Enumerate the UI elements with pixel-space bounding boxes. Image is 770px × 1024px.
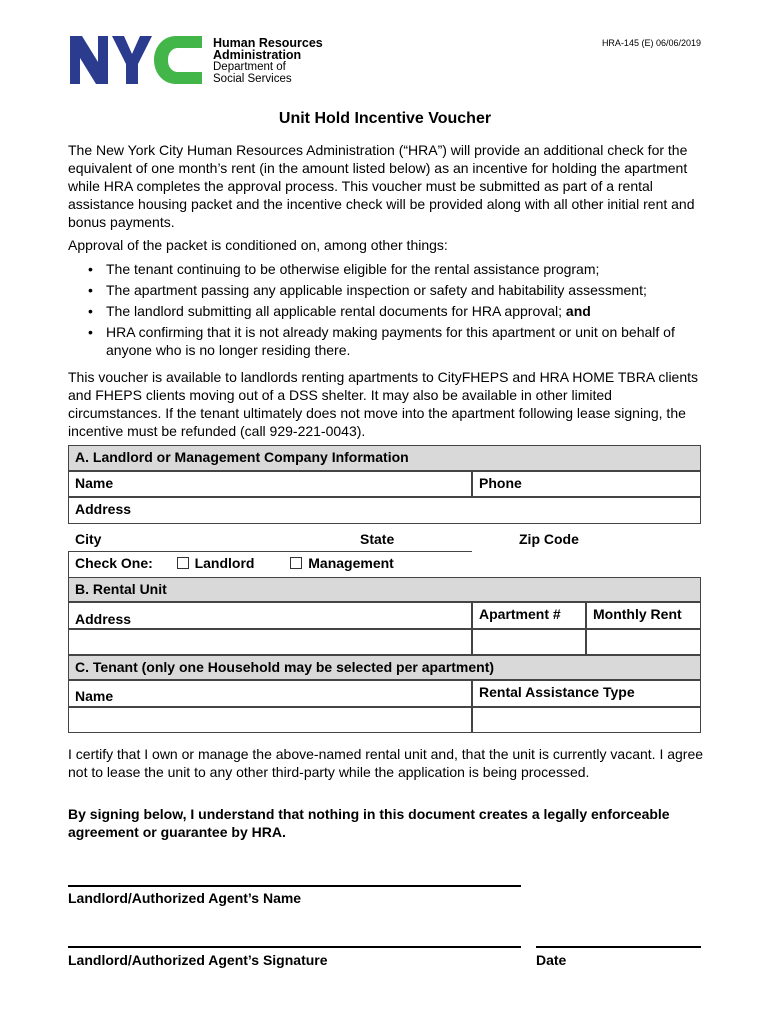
management-checkbox[interactable]: [290, 557, 302, 569]
monthly-rent-label-cell: [586, 602, 701, 629]
nyc-hra-logo: [68, 34, 338, 88]
landlord-phone-field[interactable]: [472, 471, 701, 497]
agent-signature-line[interactable]: [68, 946, 521, 948]
field-label: Name: [75, 688, 114, 704]
unit-address-label-cell: [68, 602, 472, 629]
signing-statement: By signing below, I understand that nothing in this document creates a legally enforceable agreement or guarantee by HRA.: [68, 806, 670, 840]
landlord-address-field[interactable]: [68, 497, 701, 524]
field-label: Name: [75, 475, 114, 491]
unit-address-input[interactable]: [68, 629, 472, 655]
field-label: Rental Assistance Type: [479, 684, 635, 700]
apartment-label-cell: [472, 602, 586, 629]
date-label: Date: [536, 952, 567, 968]
intro-paragraph: The New York City Human Resources Administration (“HRA”) will provide an additional check for the equivalent of one month’s rent (in the amount listed below) as an incentive for holding the apartment while HRA completes the approval process. This voucher must be submitted as part of a rental assistance housing packet and the incentive check will be provided along with all other initial rent and bonus payments.: [68, 142, 695, 230]
field-label: City: [75, 531, 102, 547]
tenant-name-label-cell: [68, 680, 472, 707]
page-title: Unit Hold Incentive Voucher: [278, 110, 492, 127]
nyc-logo-icon: [68, 34, 208, 86]
field-label: Apartment #: [479, 606, 561, 622]
dept-line2: Social Services: [213, 73, 292, 85]
city-field[interactable]: [68, 527, 358, 551]
dept-line1: Department of: [213, 61, 286, 73]
org-name-line1: Human Resources: [213, 36, 323, 50]
landlord-checkbox[interactable]: [177, 557, 189, 569]
check-one-label: Check One:: [75, 555, 153, 571]
apartment-input[interactable]: [472, 629, 586, 655]
conditions-list: [88, 260, 708, 362]
assistance-type-label-cell: [472, 680, 701, 707]
field-label: Phone: [479, 475, 522, 491]
org-name: [213, 37, 323, 85]
tenant-name-input[interactable]: [68, 707, 472, 733]
section-a-header: A. Landlord or Management Company Information: [68, 445, 701, 471]
landlord-name-field[interactable]: [68, 471, 472, 497]
field-label: Zip Code: [519, 531, 579, 547]
form-id: HRA-145 (E) 06/06/2019: [601, 38, 701, 48]
voucher-form: [68, 445, 701, 733]
field-label: Address: [75, 501, 132, 517]
field-label: Monthly Rent: [593, 606, 682, 622]
certification-paragraph: I certify that I own or manage the above-named rental unit and, that the unit is currently vacant. I agree not to lease the unit to any other third-party while the application is being processed.: [68, 746, 704, 780]
org-name-line2: Administration: [213, 48, 302, 62]
agent-signature-label: Landlord/Authorized Agent’s Signature: [68, 952, 328, 968]
landlord-label: Landlord: [194, 555, 255, 571]
list-item: • The apartment passing any applicable inspection or safety and habitability assessment;: [88, 281, 708, 299]
field-label: Address: [75, 611, 132, 627]
agent-name-line[interactable]: [68, 885, 521, 887]
list-item: • HRA confirming that it is not already making payments for this apartment or unit on behalf of anyone who is no longer residing there.: [88, 323, 708, 359]
assistance-type-input[interactable]: [472, 707, 701, 733]
zip-code-field[interactable]: [512, 527, 701, 551]
availability-paragraph: This voucher is available to landlords renting apartments to CityFHEPS and HRA HOME TBRA clients and FHEPS clients moving out of a DSS shelter. It may also be available in other limited circumstances. If the tenant ultimately does not move into the apartment following lease signing, the incentive must be refunded (call 929-221-0043).: [68, 369, 699, 439]
condition-tail: and: [565, 303, 591, 319]
section-b-header: B. Rental Unit: [68, 577, 701, 602]
state-field[interactable]: [353, 527, 503, 551]
date-line[interactable]: [536, 946, 701, 948]
section-c-header: C. Tenant (only one Household may be selected per apartment): [68, 655, 701, 680]
monthly-rent-input[interactable]: [586, 629, 701, 655]
check-one-row: [68, 551, 472, 577]
management-label: Management: [308, 555, 394, 571]
list-item: • The landlord submitting all applicable rental documents for HRA approval; and: [88, 302, 708, 320]
approval-intro: Approval of the packet is conditioned on, among other things:: [68, 237, 448, 253]
agent-name-label: Landlord/Authorized Agent’s Name: [68, 890, 302, 906]
field-label: State: [360, 531, 395, 547]
list-item: • The tenant continuing to be otherwise eligible for the rental assistance program;: [88, 260, 708, 278]
